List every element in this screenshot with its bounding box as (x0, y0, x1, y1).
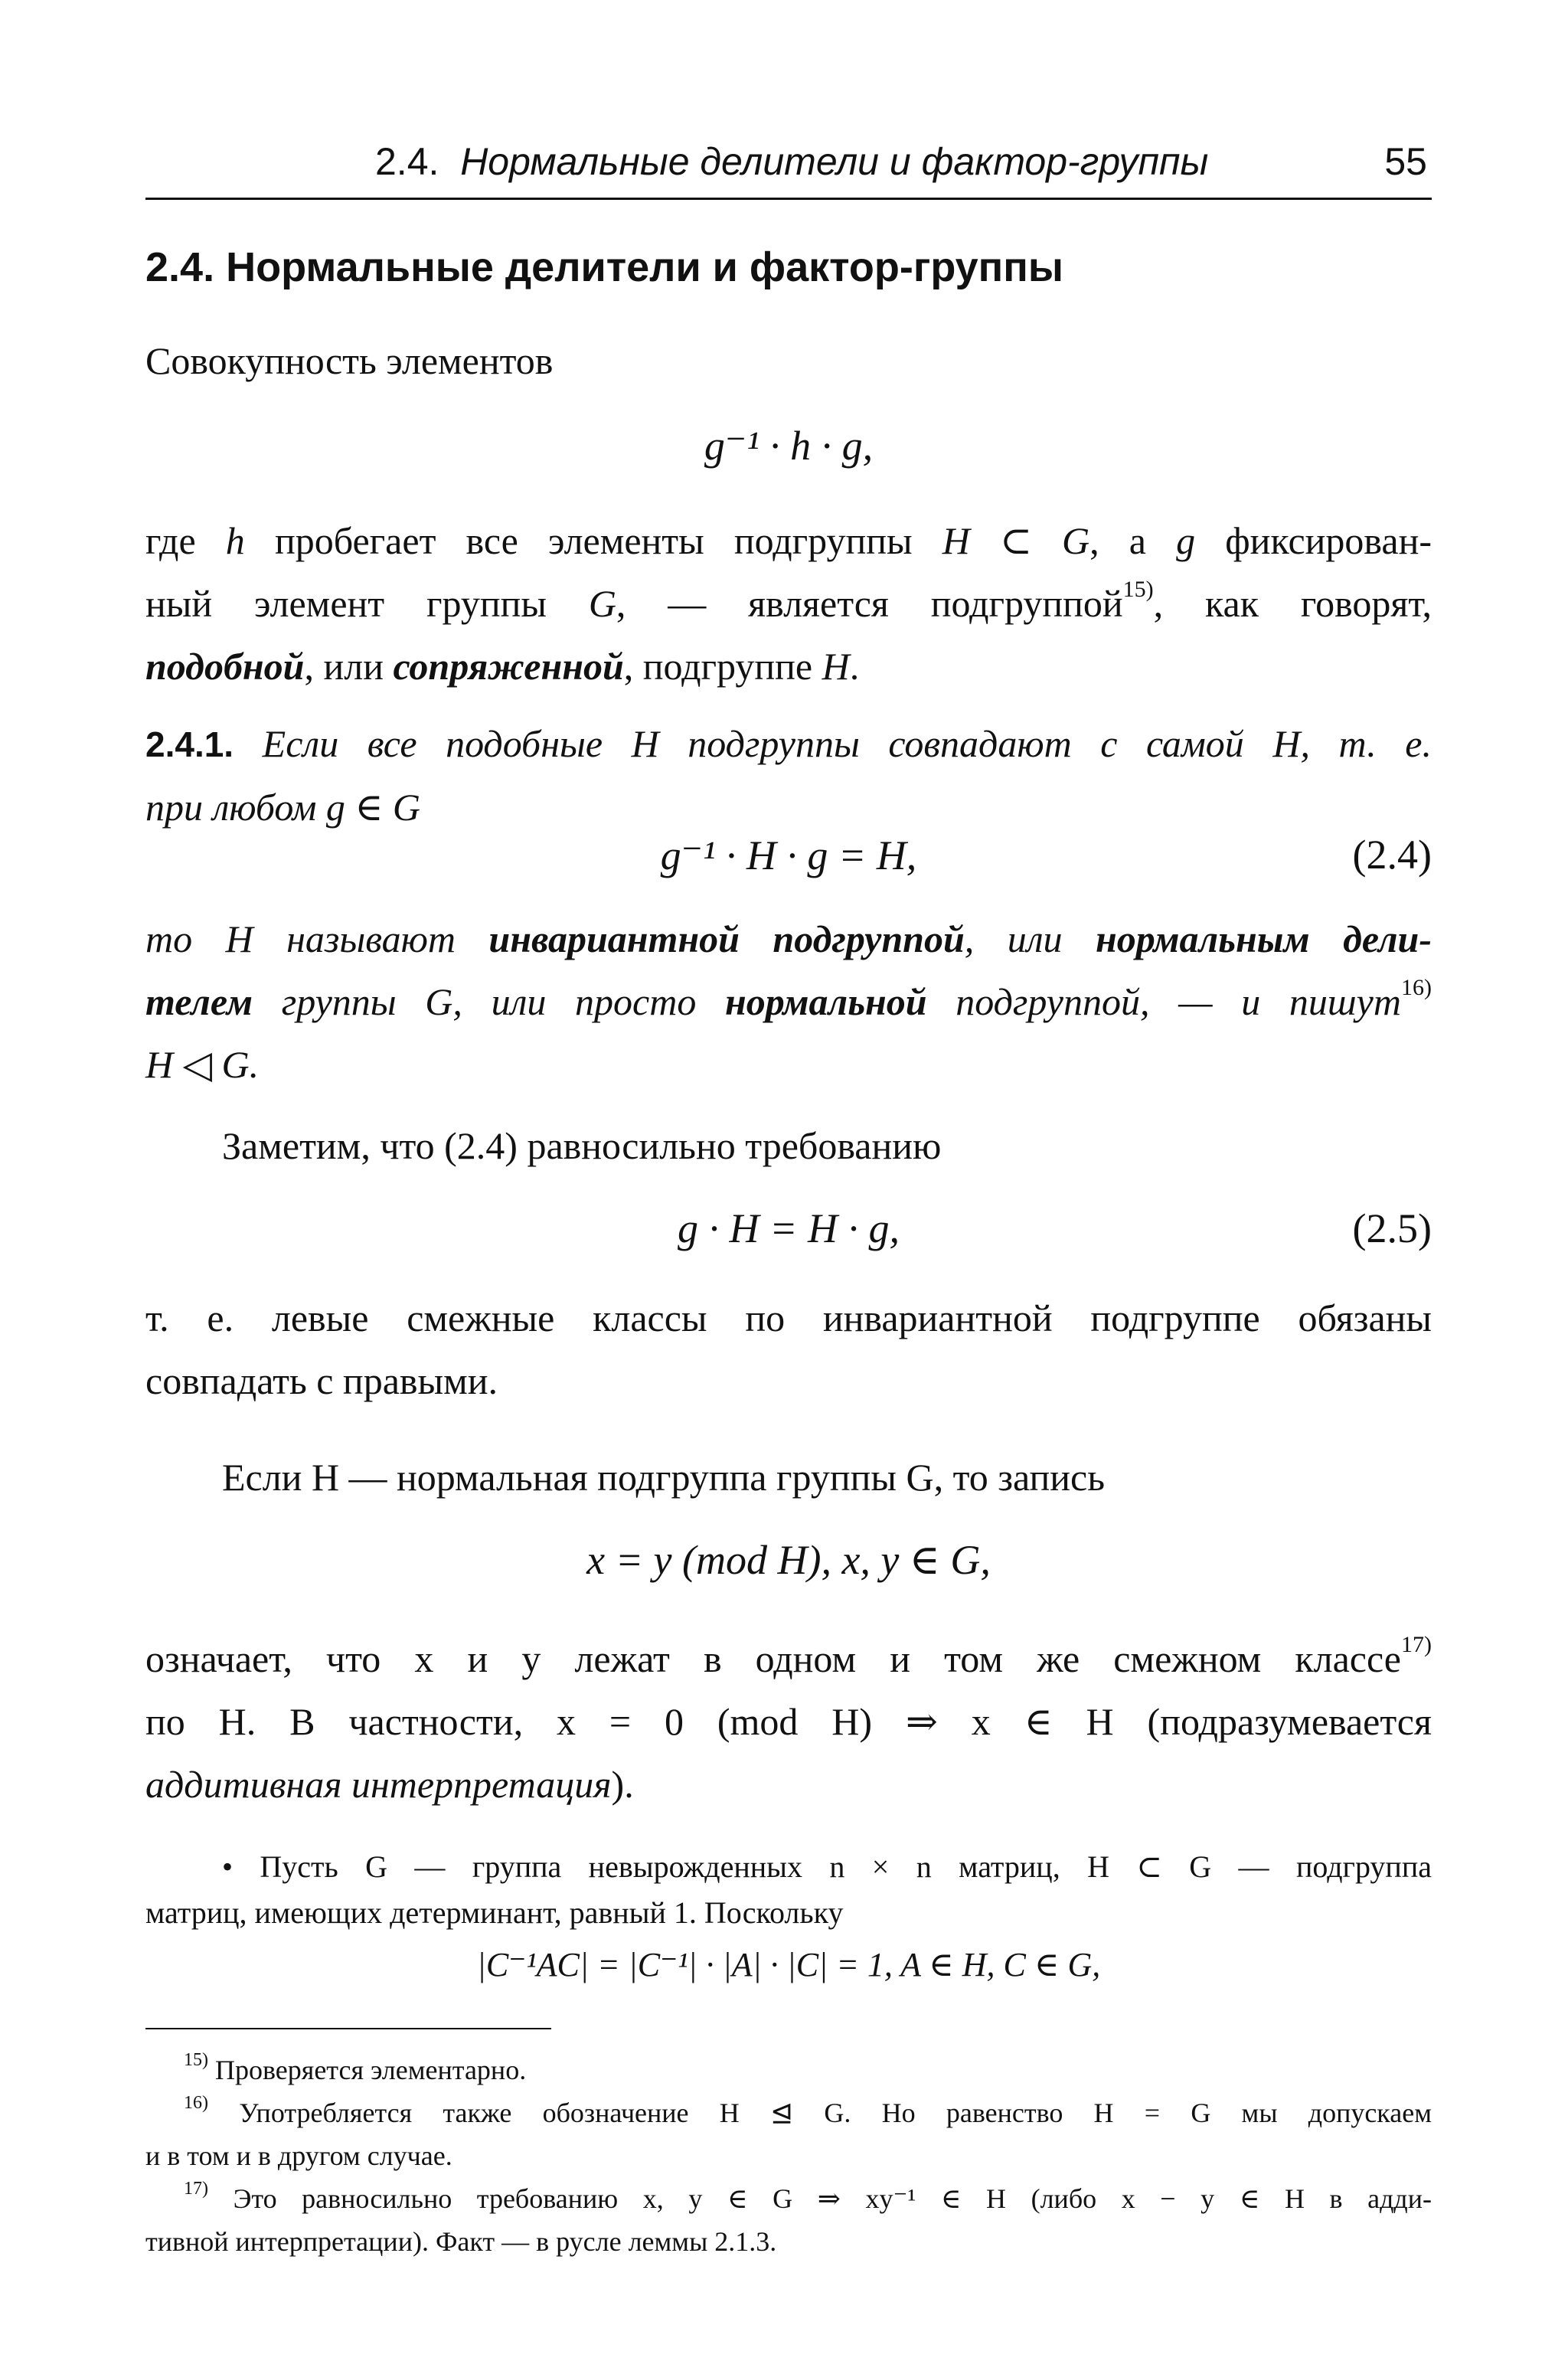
paragraph-3: Заметим, что (2.4) равносильно требованию (222, 1124, 942, 1167)
theorem-2-4-1 (145, 712, 1432, 839)
theorem-line-3: то H называют инвариантной подгруппой, или нормальным дели- (145, 917, 1432, 960)
footnote-ref-16[interactable]: 16) (1400, 975, 1432, 1000)
example-block: • Пусть G — группа невырожденных n × n матриц, H ⊂ G — подгруппа матриц, имеющих детерминант, равный 1. Поскольку (145, 1849, 1432, 1930)
equation-2-4: g⁻¹ · H · g = H, (2.4) (660, 832, 1432, 878)
footnote-divider (145, 2028, 551, 2029)
paragraph-4: Если H — нормальная подгруппа группы G, то запись (222, 1456, 1106, 1499)
footnote-17: $^{17)}$ Это равносильно требованию x, y ∈ G ⇒ xy⁻¹ ∈ H (либо x − y ∈ H в адди- (184, 2179, 1432, 2214)
footnote-16: $^{16)}$ Употребляется также обозначение H ⊴ G. Но равенство H = G мы допускаем (184, 2093, 1432, 2128)
paragraph-4-cont: означает, что x и y лежат в одном и том же смежном классе$^{17)}$ по H. В частности, x = 0 (mod H) ⇒ x ∈ H (подразумевается аддитивная интерпретация). (145, 1632, 1432, 1806)
footnote-15: $^{15)}$ Проверяется элементарно. (184, 2050, 527, 2085)
footnote-ref-17[interactable]: 17) (1401, 1632, 1432, 1657)
paragraph-2-line-3: подобной, или сопряженной, подгруппе H. (145, 645, 860, 688)
paragraph-3-cont: т. е. левые смежные классы по инвариантной подгруппе обязаны совпадать с правыми. (145, 1297, 1432, 1402)
paragraph-2-line-1: где h пробегает все элементы подгруппы H ⊂ G, а g фиксирован- (145, 519, 1432, 562)
equation-number-2-5: (2.5) (1352, 1205, 1432, 1251)
formula-congruence: x = y (mod H), x, y ∈ G, (586, 1537, 991, 1583)
theorem-line-2: при любом g ∈ G (145, 786, 421, 829)
running-header-title: 2.4. Нормальные делители и фактор-группы (375, 140, 1209, 183)
footnote-ref-15[interactable]: 15) (1122, 577, 1154, 602)
paragraph-2-line-2: ный элемент группы G, — является подгруппой$^{15)}$, как говорят, (145, 577, 1432, 625)
footnotes: $^{15)}$ Проверяется элементарно. $^{16)}$ Употребляется также обозначение H ⊴ G. Но равенство H = G мы допускаем и в том и в другом случае. $^{17)}$ Это равносильно требованию x, y ∈ G ⇒ xy⁻¹ ∈ H (либо x − y ∈ H в адди- тивной интерпретации). Факт — в русле леммы 2.1.3. (145, 2050, 1432, 2257)
paragraph-2 (145, 509, 1432, 698)
running-header (145, 136, 1432, 200)
equation-number-2-4: (2.4) (1352, 832, 1432, 878)
theorem-line-1: 2.4.1. Если все подобные H подгруппы совпадают с самой H, т. е. (145, 722, 1432, 765)
theorem-number: 2.4.1. (145, 724, 234, 764)
formula-determinant: |C⁻¹AC| = |C⁻¹| · |A| · |C| = 1, A ∈ H, C ∈ G, (476, 1946, 1101, 1983)
page-number: 55 (1384, 140, 1427, 183)
theorem-line-4: телем группы G, или просто нормальной подгруппой, — и пишут$^{16)}$ (145, 975, 1432, 1023)
section-heading: 2.4. Нормальные делители и фактор-группы (145, 244, 1064, 290)
theorem-conclusion (145, 907, 1432, 1096)
equation-2-5: g · H = H · g, (2.5) (678, 1205, 1432, 1251)
formula-conjugate-elements: g⁻¹ · h · g, (704, 423, 874, 469)
theorem-line-5: H ◁ G. (145, 1043, 260, 1086)
paragraph-1: Совокупность элементов (145, 339, 554, 382)
